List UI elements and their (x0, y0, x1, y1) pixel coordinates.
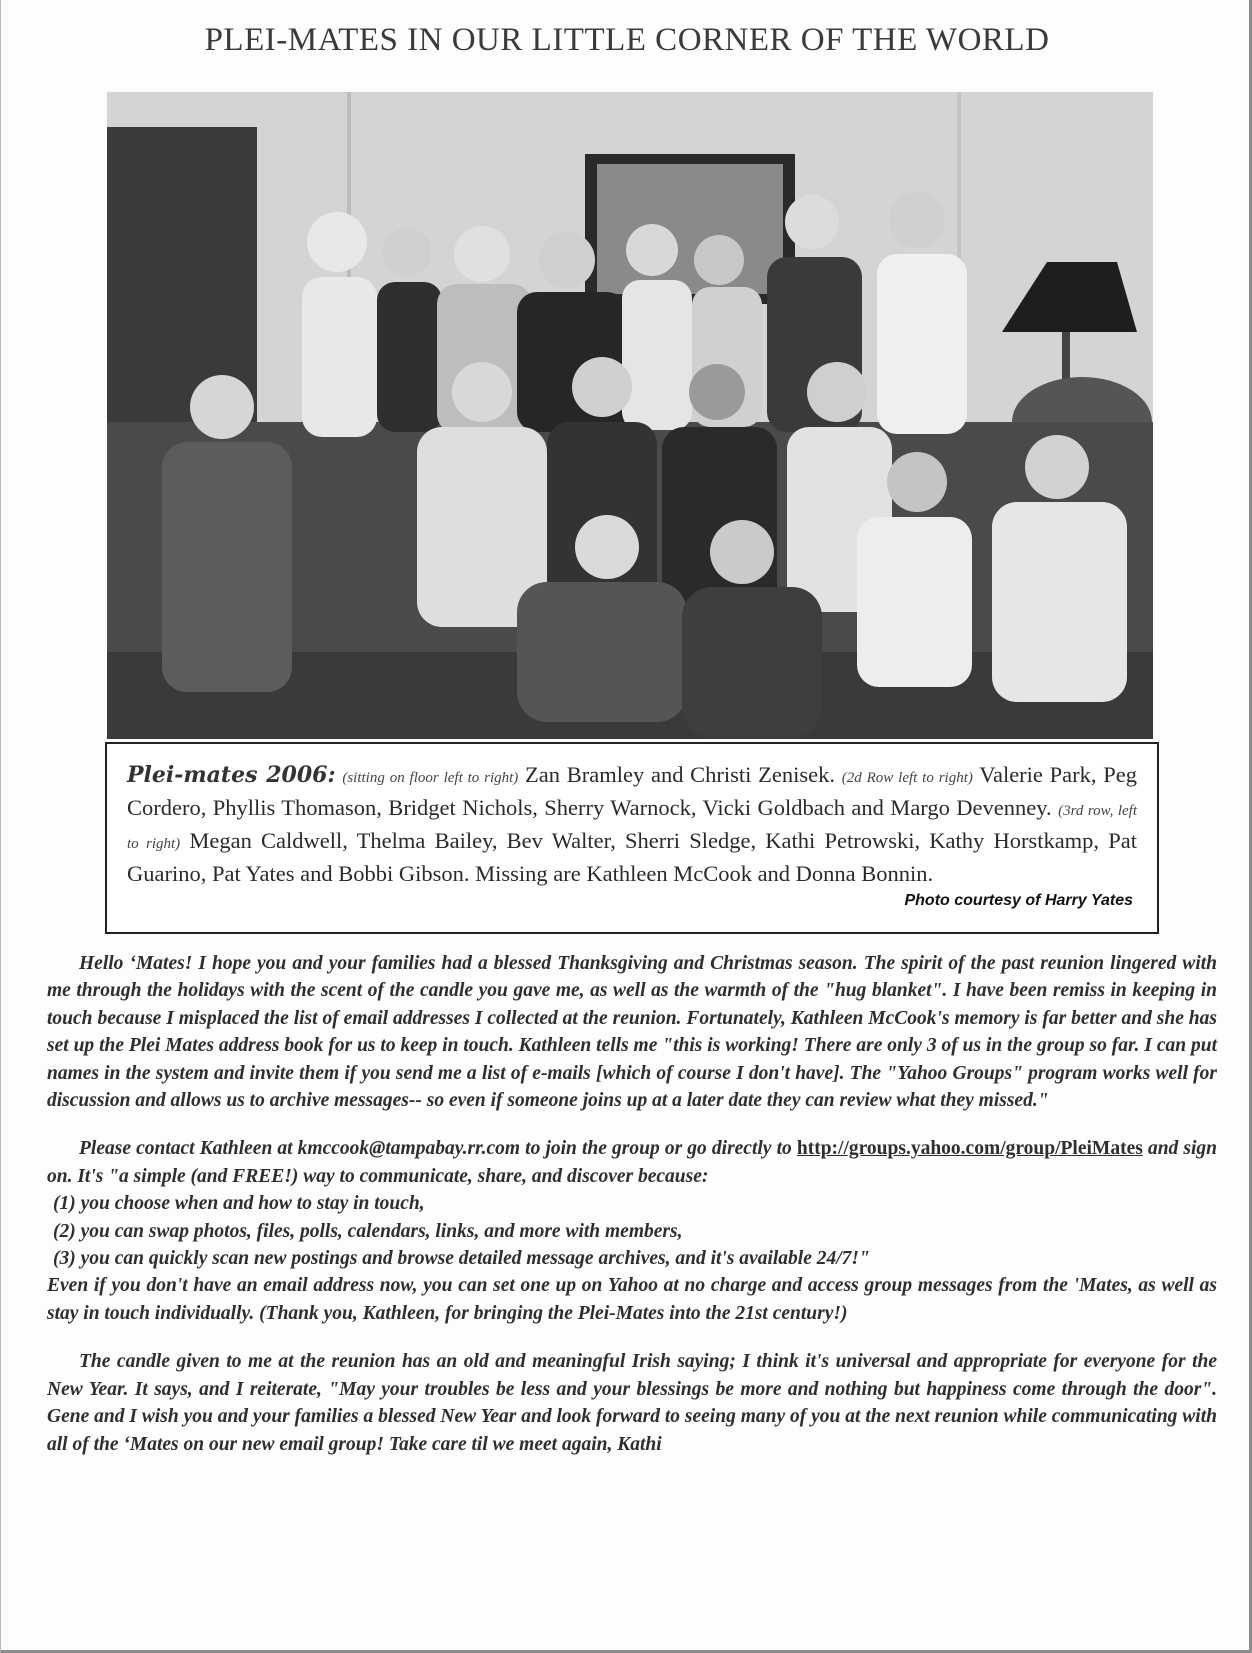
caption-note-row2: (2d Row left to right) (841, 770, 973, 786)
caption-floor-names: Zan Bramley and Christi Zenisek. (525, 762, 836, 787)
letter-paragraph-4: The candle given to me at the reunion has an old and meaningful Irish saying; I think it's universal and appropriate for everyone for the New Year. It says, and I reiterate, "May your troubles be less and your blessings be more and nothing but happiness come through the door". Gene and I wish you and your families a blessed New Year and look forward to seeing many of you at the next reunion while communicating with all of the ‘Mates on our new email group! Take care til we meet again, Kathi (47, 1351, 1217, 1455)
caption-note-row3: (3rd row, left to right) (127, 803, 1138, 852)
group-photo (107, 92, 1153, 739)
photo-caption (105, 742, 1159, 934)
letter-paragraph-2-end: and sign on. It's "a simple (and FREE!) way to communicate, share, and discover because: (47, 1138, 1218, 1187)
letter-paragraph-2 (47, 1135, 1217, 1190)
caption-row3-names: Megan Caldwell, Thelma Bailey, Bev Walter, Sherri Sledge, Kathi Petrowski, Kathy Horstkamp, Pat Guarino, Pat Yates and Bobbi Gibson. Missing are Kathleen McCook and Donna Bonnin. (127, 828, 1137, 886)
caption-lead: Plei-mates 2006: (127, 762, 336, 788)
yahoo-group-link[interactable]: http://groups.yahoo.com/group/PleiMates (796, 1138, 1143, 1160)
photo-credit: Photo courtesy of Harry Yates (904, 892, 1133, 909)
list-item: (2) you can swap photos, files, polls, calendars, links, and more with members, (53, 1220, 683, 1242)
letter-paragraph-2-start: Please contact Kathleen at kmccook@tampabay.rr.com to join the group or go directly to (79, 1138, 792, 1160)
letter-paragraph-3: Even if you don't have an email address now, you can set one up on Yahoo at no charge and access group messages from the 'Mates, as well as stay in touch individually. (Thank you, Kathleen, for bringing the Plei-Mates into the 21st century!) (47, 1275, 1217, 1324)
caption-row2-names: Valerie Park, Peg Cordero, Phyllis Thomason, Bridget Nichols, Sherry Warnock, Vicki Goldbach and Margo Devenney. (127, 762, 1137, 820)
letter-body (47, 950, 1217, 1458)
caption-note-floor: (sitting on floor left to right) (342, 770, 519, 786)
list-item: (1) you choose when and how to stay in touch, (53, 1193, 425, 1215)
page-title: PLEI-MATES IN OUR LITTLE CORNER OF THE WORLD (204, 22, 1050, 58)
letter-paragraph-1: Hello ‘Mates! I hope you and your families had a blessed Thanksgiving and Christmas season. The spirit of the past reunion lingered with me through the holidays with the scent of the candle you gave me, as well as the warmth of the "hug blanket". I have been remiss in keeping in touch because I misplaced the list of email addresses I collected at the reunion. Fortunately, Kathleen McCook's memory is far better and she has set up the Plei Mates address book for us to keep in touch. Kathleen tells me "this is working! There are only 3 of us in the group so far. I can put names in the system and invite them if you send me a list of e-mails [which of course I don't have]. The "Yahoo Groups" program works well for discussion and allows us to archive messages-- so even if someone joins up at a later date they can review what they missed." (47, 953, 1217, 1112)
list-item: (3) you can quickly scan new postings and browse detailed message archives, and it's available 24/7!" (53, 1248, 870, 1270)
group-photo-image (107, 92, 1153, 739)
